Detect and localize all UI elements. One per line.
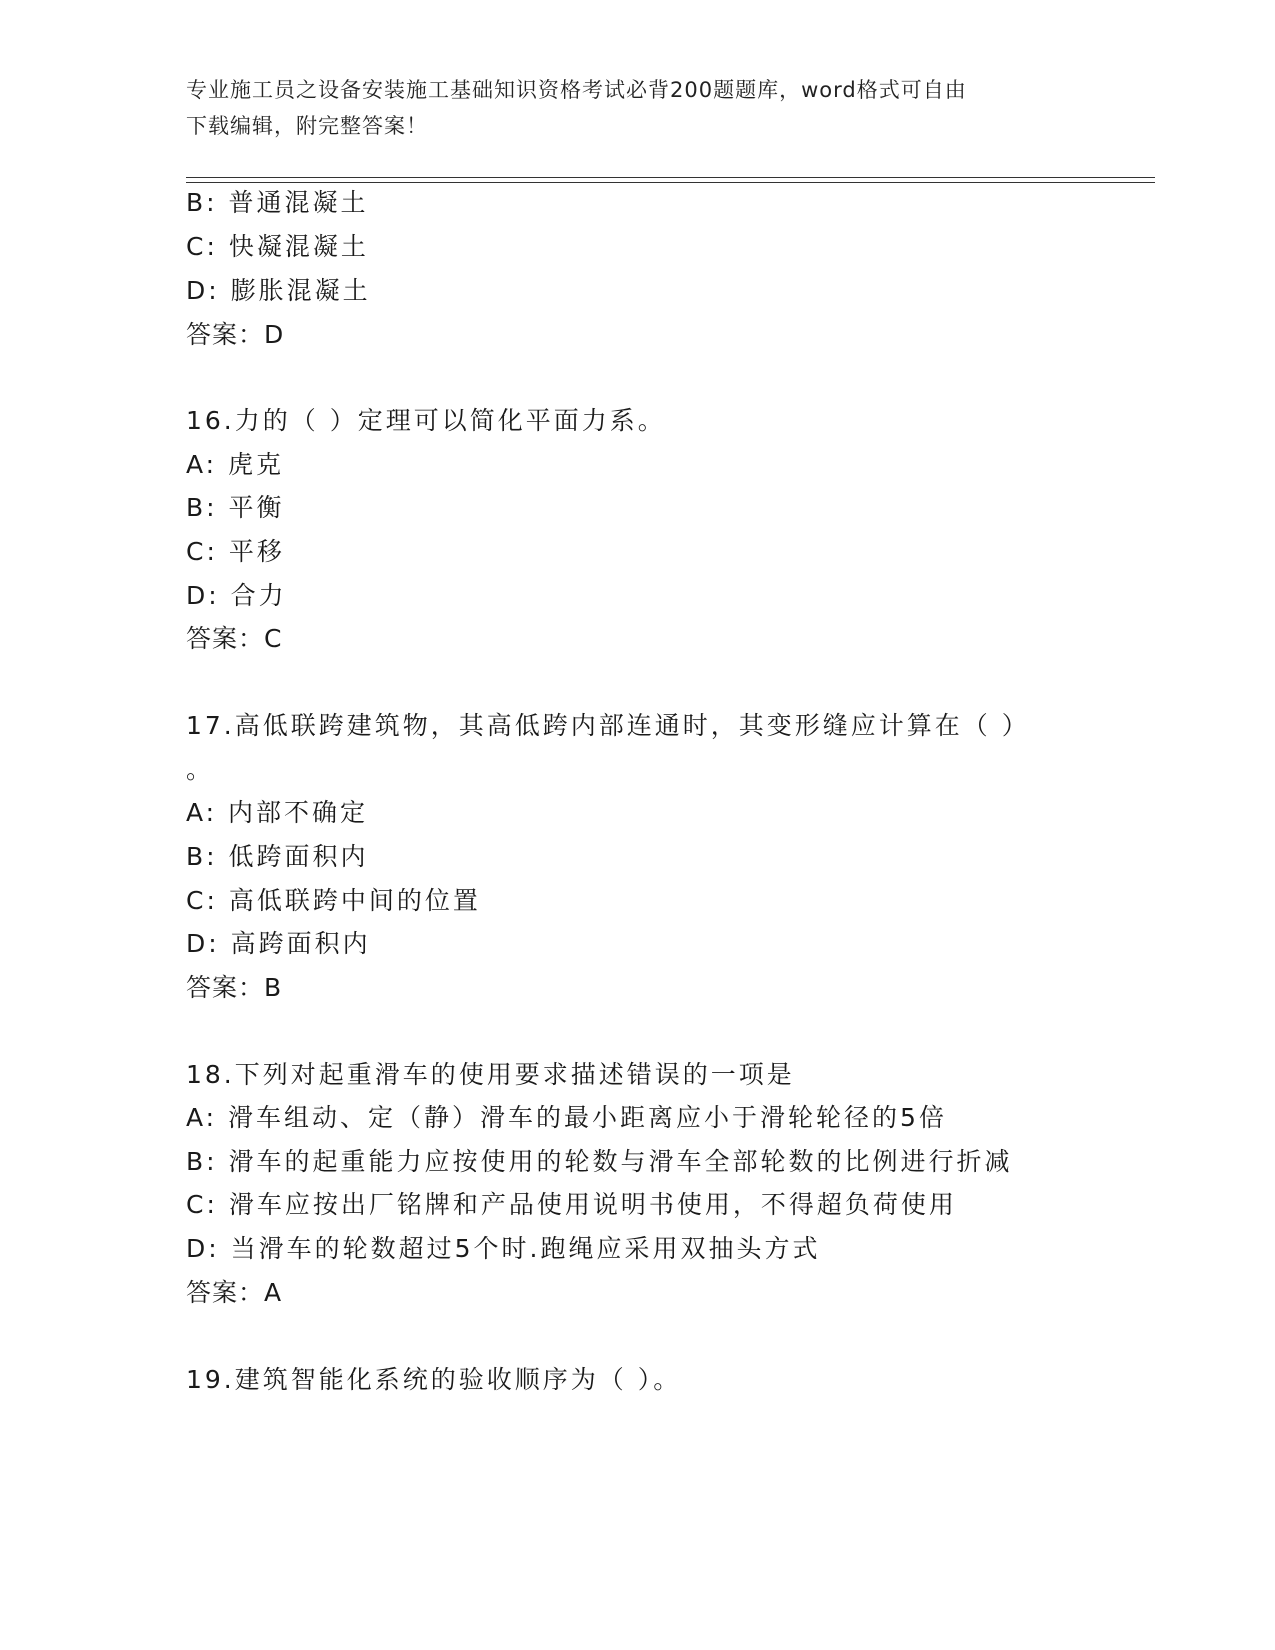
q18-question: 18.下列对起重滑车的使用要求描述错误的一项是 — [186, 1060, 795, 1089]
q18-option-c: C: 滑车应按出厂铭牌和产品使用说明书使用，不得超负荷使用 — [186, 1190, 957, 1219]
q17-question: 17.高低联跨建筑物，其高低跨内部连通时，其变形缝应计算在（ ） — [186, 711, 1030, 740]
document-header — [186, 72, 1066, 144]
header-line-2: 下载编辑，附完整答案！ — [186, 114, 428, 138]
q16-option-a: A: 虎克 — [186, 450, 285, 479]
header-line-1: 专业施工员之设备安装施工基础知识资格考试必背200题题库，word格式可自由 — [186, 78, 967, 102]
q18-option-b: B: 滑车的起重能力应按使用的轮数与滑车全部轮数的比例进行折减 — [186, 1147, 1013, 1176]
q16-answer: 答案：C — [186, 624, 283, 653]
header-divider-bottom — [186, 182, 1155, 183]
q15-answer: 答案：D — [186, 320, 285, 349]
q15-option-b: B: 普通混凝土 — [186, 188, 369, 217]
q18-option-d: D: 当滑车的轮数超过5个时.跑绳应采用双抽头方式 — [186, 1234, 821, 1263]
q17-question-continuation: 。 — [186, 755, 215, 784]
q15-option-c: C: 快凝混凝土 — [186, 232, 369, 261]
q16-question: 16.力的（ ）定理可以简化平面力系。 — [186, 406, 666, 435]
q17-answer: 答案：B — [186, 973, 283, 1002]
q17-option-b: B: 低跨面积内 — [186, 842, 369, 871]
q16-option-d: D: 合力 — [186, 581, 287, 610]
q17-option-c: C: 高低联跨中间的位置 — [186, 886, 481, 915]
q17-option-a: A: 内部不确定 — [186, 798, 369, 827]
header-divider-top — [186, 177, 1155, 178]
q15-option-d: D: 膨胀混凝土 — [186, 276, 371, 305]
q16-option-b: B: 平衡 — [186, 493, 285, 522]
q16-option-c: C: 平移 — [186, 537, 285, 566]
q17-option-d: D: 高跨面积内 — [186, 929, 371, 958]
q19-question: 19.建筑智能化系统的验收顺序为（ ）。 — [186, 1365, 682, 1394]
q18-option-a: A: 滑车组动、定（静）滑车的最小距离应小于滑轮轮径的5倍 — [186, 1103, 947, 1132]
q18-answer: 答案：A — [186, 1278, 283, 1307]
